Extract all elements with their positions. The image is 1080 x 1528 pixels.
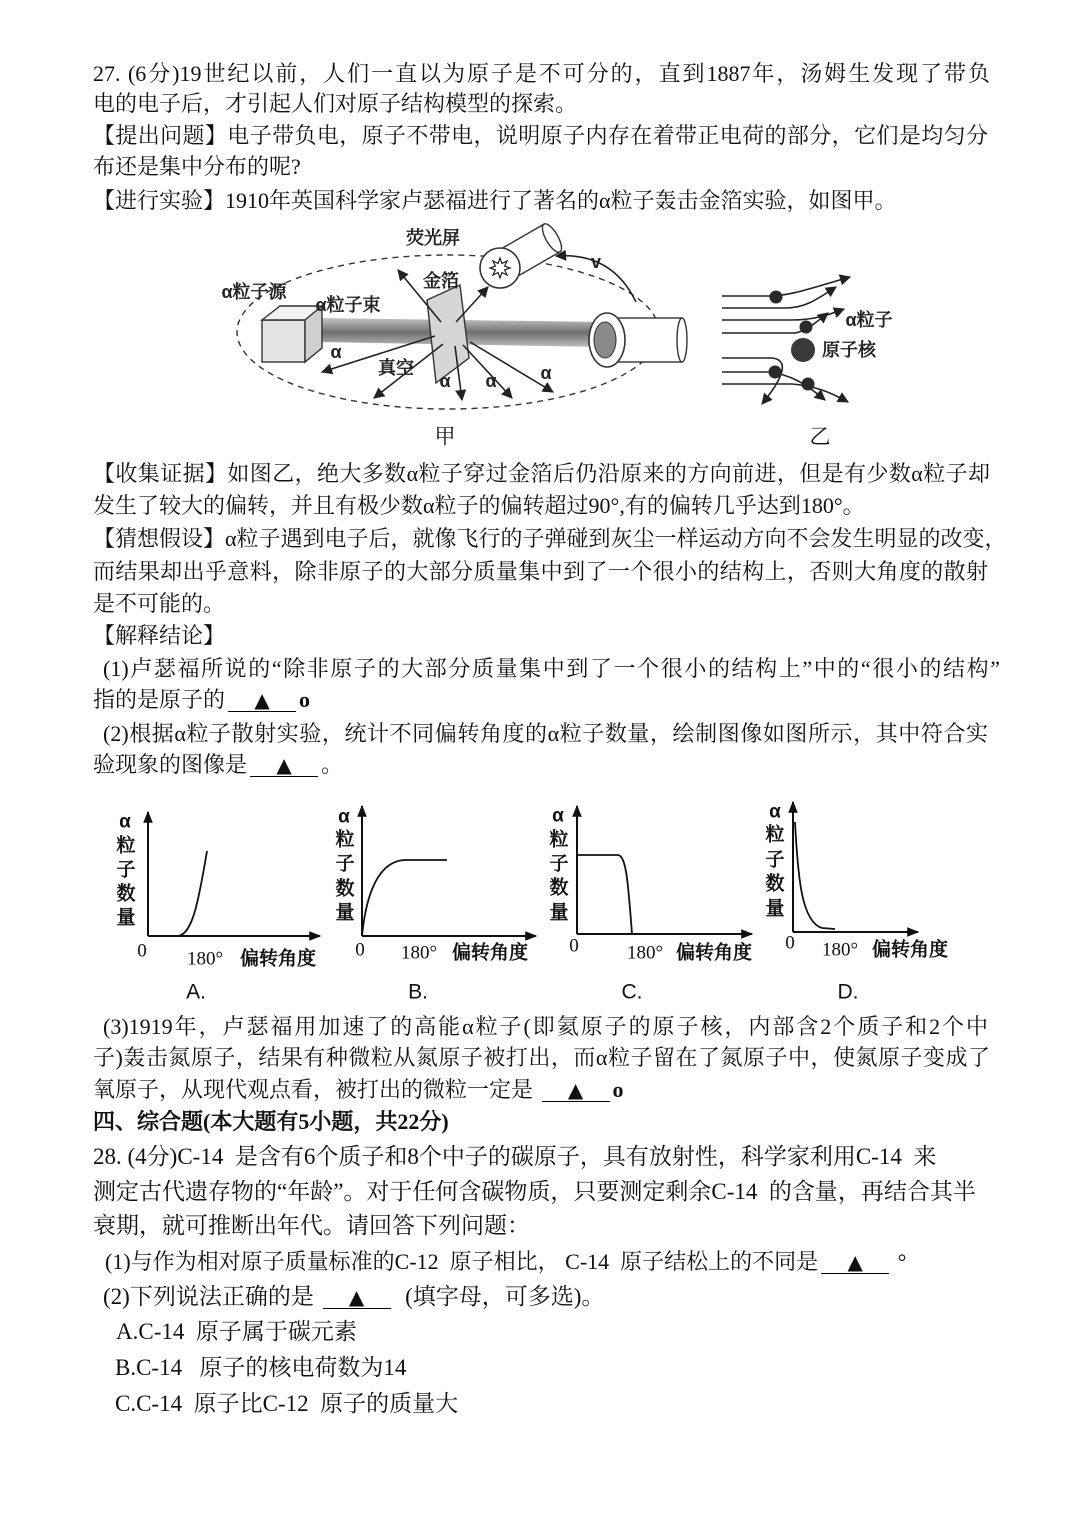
- option-letter: B.: [408, 980, 428, 1004]
- figure-jia-rutherford-apparatus: [221, 221, 687, 448]
- x-axis-label: 偏转角度: [451, 942, 529, 964]
- alpha-label: α: [439, 371, 451, 391]
- vacuum-label: 真空: [378, 358, 414, 378]
- q28-intro-line-1: 28. (4分)C-14 是含有6个质子和8个中子的碳原子，具有放射性，科学家利用C-14 来: [93, 1144, 937, 1169]
- y-label-char: α: [552, 805, 564, 827]
- y-label-char: 子: [549, 853, 569, 875]
- x-axis-label: 偏转角度: [239, 948, 317, 970]
- q27-sub3-suffix: o: [612, 1077, 624, 1102]
- alpha-label: α: [485, 371, 497, 391]
- y-label-char: 粒: [549, 829, 569, 851]
- y-label-char: 粒: [116, 835, 136, 857]
- origin-label: 0: [355, 939, 365, 961]
- x-tick-label: 180°: [626, 942, 664, 964]
- y-label-char: 数: [335, 878, 355, 900]
- x-axis-label: 偏转角度: [871, 939, 949, 961]
- figure-yi-caption: 乙: [809, 425, 831, 449]
- alpha-particle-dot: [800, 321, 813, 334]
- screen-label: 荧光屏: [406, 228, 460, 248]
- q27-conclusion-heading: 【解释结论】: [93, 623, 226, 648]
- q28-choice-b: B.C-14 原子的核电荷数为14: [115, 1355, 407, 1380]
- figure-yi-scattering-paths: [722, 277, 893, 449]
- alpha-particle-dot: [770, 291, 783, 304]
- gold-foil: [427, 285, 469, 383]
- figure-jia-caption: 甲: [434, 425, 456, 449]
- q27-sub3-line-2: 子)轰击氮原子，结果有种微粒从氮原子被打出，而α粒子留在了氮原子中，使氮原子变成了: [93, 1045, 990, 1070]
- section-4-heading: 四、综合题(本大题有5小题，共22分): [93, 1109, 449, 1134]
- velocity-label: v: [590, 252, 602, 272]
- option-letter: A.: [186, 980, 206, 1004]
- graph-option-a: [116, 812, 320, 1004]
- q28-intro-line-2: 测定古代遗存物的“年龄”。对于任何含碳物质，只要测定剩余C-14 的含量，再结合其半: [93, 1179, 976, 1204]
- alpha-particle-dot: [769, 366, 782, 379]
- q28-sub2-prefix: (2)下列说法正确的是: [103, 1284, 320, 1309]
- y-label-char: α: [119, 811, 131, 833]
- alpha-particle-label: α粒子: [845, 310, 893, 330]
- y-label-char: 数: [549, 877, 569, 899]
- fluorescent-screen-detector: [480, 221, 565, 288]
- x-tick-label: 180°: [400, 942, 438, 964]
- graph-curve: [577, 855, 632, 934]
- x-tick-label: 180°: [186, 948, 224, 970]
- x-axis-label: 偏转角度: [675, 942, 753, 964]
- q27-intro-line-2: 电的电子后，才引起人们对原子结构模型的探索。: [93, 91, 578, 116]
- y-label-char: 数: [116, 883, 136, 905]
- graph-option-d: [765, 802, 948, 1004]
- q27-sub1-line-1: (1)卢瑟福所说的“除非原子的大部分质量集中到了一个很小的结构上”中的“很小的结构”: [103, 656, 1000, 681]
- particle-path: [722, 384, 848, 402]
- source-label: α粒子源: [221, 282, 287, 302]
- q27-sub1-suffix: o: [299, 687, 311, 712]
- q27-hypothesis-line-1: 【猜想假设】α粒子遇到电子后，就像飞行的子弹碰到灰尘一样运动方向不会发生明显的改变，: [93, 526, 1007, 551]
- y-label-char: 粒: [765, 824, 785, 846]
- graph-option-b: [335, 806, 536, 1004]
- q27-experiment-line: 【进行实验】1910年英国科学家卢瑟福进行了著名的α粒子轰击金箔实验，如图甲。: [93, 188, 897, 213]
- foil-label: 金箔: [423, 271, 459, 291]
- q28-sub1-prefix: (1)与作为相对原子质量标准的C-12 原子相比， C-14 原子结松上的不同是: [105, 1249, 819, 1274]
- q27-sub3-line-1: (3)1919年，卢瑟福用加速了的高能α粒子(即氦原子的原子核，内部含2个质子和2个中: [103, 1014, 988, 1039]
- q27-question-line-1: 【提出问题】电子带负电，原子不带电，说明原子内存在着带正电荷的部分，它们是均匀分: [93, 123, 988, 148]
- q28-sub1-suffix: °: [892, 1249, 907, 1274]
- q28-sub2-suffix: (填字母，可多选)。: [393, 1284, 605, 1309]
- option-letter: C.: [621, 980, 643, 1004]
- y-label-char: α: [338, 806, 350, 828]
- option-letter: D.: [837, 980, 859, 1004]
- y-label-char: 量: [116, 907, 136, 929]
- q27-hypothesis-line-3: 是不可能的。: [93, 591, 226, 616]
- q27-sub2-suffix: 。: [321, 752, 344, 777]
- q28-intro-line-3: 衰期，就可推断出年代。请回答下列问题：: [93, 1213, 530, 1238]
- q28-sub1-answer-blank: ▲: [821, 1251, 889, 1274]
- particle-path: [722, 277, 850, 296]
- particle-path: [722, 358, 782, 404]
- q27-evidence-line-1: 【收集证据】如图乙，绝大多数α粒子穿过金箔后仍沿原来的方向前进，但是有少数α粒子却: [93, 461, 990, 486]
- y-label-char: 量: [765, 898, 785, 920]
- y-label-char: 粒: [335, 829, 355, 851]
- origin-label: 0: [785, 932, 795, 954]
- q27-sub2-prefix: 验现象的图像是: [93, 752, 248, 777]
- graph-curve: [148, 851, 207, 936]
- alpha-particle-dot: [802, 378, 815, 391]
- y-label-char: 量: [335, 902, 355, 924]
- graph-option-c: [549, 806, 752, 1004]
- x-tick-label: 180°: [821, 939, 859, 961]
- nucleus-label: 原子核: [822, 340, 876, 360]
- y-label-char: α: [769, 801, 781, 823]
- origin-label: 0: [569, 935, 579, 957]
- y-label-char: 数: [765, 873, 785, 895]
- y-label-char: 子: [116, 859, 136, 881]
- atomic-nucleus: [791, 338, 815, 362]
- q27-sub2-answer-blank: ▲: [250, 754, 318, 777]
- q27-sub3-prefix: 氧原子，从现代观点看，被打出的微粒一定是: [93, 1077, 539, 1102]
- right-detector: [589, 313, 687, 367]
- q27-evidence-line-2: 发生了较大的偏转，并且有极少数α粒子的偏转超过90°,有的偏转几乎达到180°。: [93, 493, 865, 518]
- q27-hypothesis-line-2: 而结果却出乎意料，除非原子的大部分质量集中到了一个很小的结构上，否则大角度的散射: [93, 559, 988, 584]
- flash-star-icon: [490, 258, 510, 278]
- q28-choice-a: A.C-14 原子属于碳元素: [116, 1319, 357, 1344]
- y-label-char: 子: [335, 853, 355, 875]
- q28-sub2-answer-blank: ▲: [323, 1286, 391, 1309]
- beam-label: α粒子束: [315, 295, 381, 315]
- q27-sub1-prefix: 指的是原子的: [93, 687, 226, 712]
- y-label-char: 量: [549, 902, 569, 924]
- q27-question-line-2: 布还是集中分布的呢?: [93, 154, 301, 179]
- alpha-label: α: [540, 363, 552, 383]
- y-label-char: 子: [765, 849, 785, 871]
- particle-path: [722, 313, 828, 333]
- q27-sub3-answer-blank: ▲: [542, 1079, 610, 1102]
- alpha-source-box: [262, 306, 322, 362]
- origin-label: 0: [137, 940, 147, 962]
- q27-intro-line-1: 27. (6分)19世纪以前，人们一直以为原子是不可分的，直到1887年，汤姆生发现了带负: [93, 61, 990, 86]
- q28-choice-c: C.C-14 原子比C-12 原子的质量大: [115, 1391, 459, 1416]
- alpha-label: α: [330, 342, 342, 362]
- graph-curve: [795, 822, 835, 929]
- q27-sub2-line-1: (2)根据α粒子散射实验，统计不同偏转角度的α粒子数量，绘制图像如图所示，其中符合实: [103, 721, 988, 746]
- graph-curve: [362, 860, 447, 936]
- q27-sub1-answer-blank: ▲: [228, 689, 296, 712]
